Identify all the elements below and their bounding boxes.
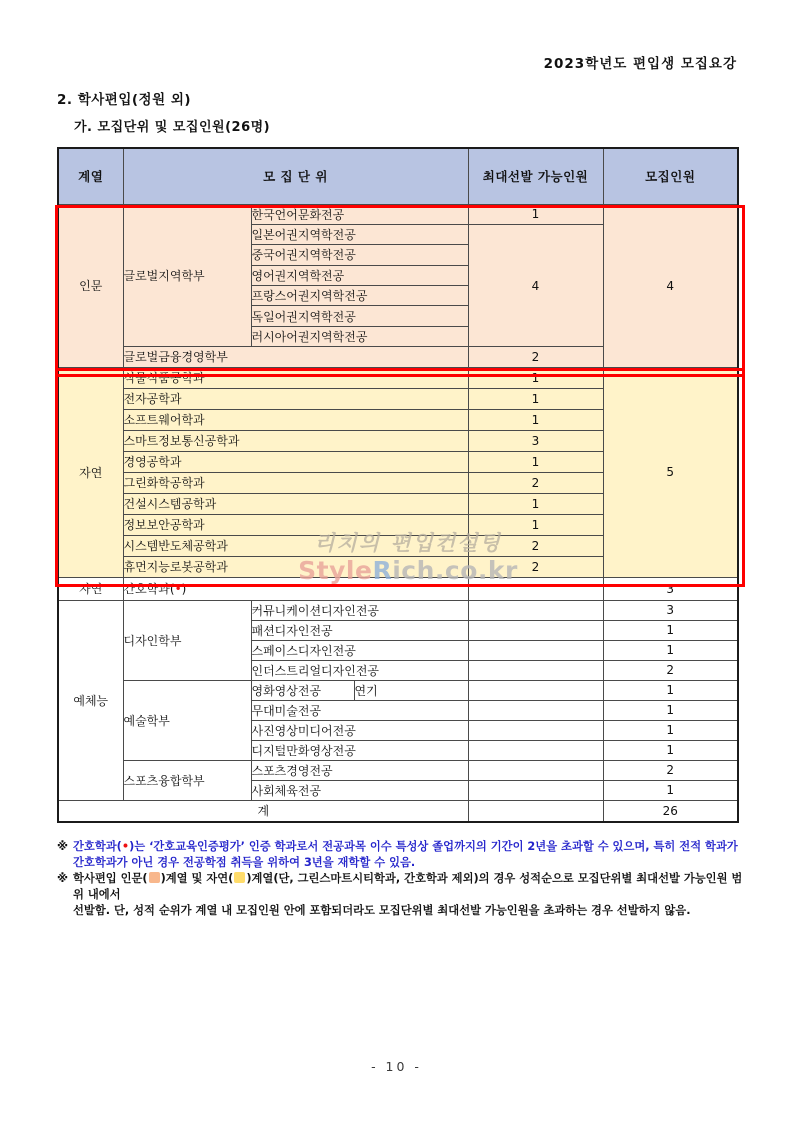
cell-total-quota: 26 [603,800,738,822]
watermark-text: 리치의 편입컨설팅 [314,531,502,555]
footnote-line: 선발함. 단, 성적 순위가 계열 내 모집인원 안에 포함되더라도 모집단위별 최대선발 가능인원을 초과하는 경우 선발하지 않음. [73,904,691,917]
table-row [58,577,738,600]
cell-major: 한국언어문화전공 [251,204,468,224]
watermark-brand-r: R [372,556,393,585]
cell-empty [468,600,603,620]
cell-max: 1 [468,493,603,514]
cell-dept: 휴먼지능로봇공학과 [123,556,468,577]
footnote-line: 간호학과가 아닌 경우 전공학점 취득을 위하여 3년을 재학할 수 있음. [73,856,416,869]
cell-major: 사회체육전공 [251,780,468,800]
cell-category-arts: 예체능 [58,600,123,800]
cell-quota: 1 [603,700,738,720]
admission-table [57,147,739,823]
footnote-selection-rule [57,871,749,919]
cell-major: 일본어권지역학전공 [251,224,468,244]
doc-header: 2023학년도 편입생 모집요강 [543,56,737,72]
header-max-select: 최대선발 가능인원 [468,148,603,204]
cell-quota: 1 [603,640,738,660]
cell-quota: 2 [603,760,738,780]
cell-max: 1 [468,367,603,388]
cell-max: 1 [468,409,603,430]
cell-track-acting: 연기 [354,680,468,700]
cell-dept: 건설시스템공학과 [123,493,468,514]
cell-max: 2 [468,347,603,367]
cell-dept-nursing [123,577,468,600]
cell-dept: 전자공학과 [123,388,468,409]
cell-dept: 정보보안공학과 [123,514,468,535]
cell-dept: 경영공학과 [123,451,468,472]
header-category: 계열 [58,148,123,204]
cell-dept: 스마트정보통신공학과 [123,430,468,451]
footnote-text: )는 ‘간호교육인증평가’ 인증 학과로서 전공과목 이수 특성상 졸업까지의 기간이 2년을 초과할 수 있으며, 특히 전적 학과가 [129,840,738,853]
page-number: - 10 - [371,1059,422,1074]
footnote-marker: ※ [57,872,68,885]
cell-quota: 1 [603,720,738,740]
cell-major-film: 영화영상전공 [251,680,354,700]
cell-empty [468,700,603,720]
cell-max: 1 [468,451,603,472]
cell-quota: 2 [603,660,738,680]
natural-color-square [234,872,245,883]
table-row [58,760,738,780]
cell-dept-art: 예술학부 [123,680,251,760]
cell-category-natural: 자연 [58,367,123,577]
header-quota: 모집인원 [603,148,738,204]
cell-empty [468,577,603,600]
cell-quota: 1 [603,620,738,640]
cell-max: 1 [468,204,603,224]
cell-quota-natural: 5 [603,367,738,577]
cell-max: 1 [468,514,603,535]
cell-dept-sports: 스포츠융합학부 [123,760,251,800]
cell-major: 프랑스어권지역학전공 [251,286,468,306]
cell-empty [468,660,603,680]
cell-dept-design: 디자인학부 [123,600,251,680]
cell-dept: 시스템반도체공학과 [123,535,468,556]
footnote-text: )계열 및 자연( [160,872,234,885]
cell-dept-global-region: 글로벌지역학부 [123,204,251,347]
cell-major: 패션디자인전공 [251,620,468,640]
cell-quota: 3 [603,600,738,620]
cell-major: 스포츠경영전공 [251,760,468,780]
cell-empty [468,640,603,660]
cell-total-label: 계 [58,800,468,822]
cell-major: 디지털만화영상전공 [251,740,468,760]
table-row [58,600,738,620]
watermark-brand-style: Style [298,556,373,585]
cell-category-nursing: 자연 [58,577,123,600]
table-header-row [58,148,738,204]
table-row [58,367,738,388]
cell-major: 독일어권지역학전공 [251,306,468,326]
cell-max: 2 [468,556,603,577]
cell-major: 중국어권지역학전공 [251,245,468,265]
cell-major: 무대미술전공 [251,700,468,720]
nursing-name-pre: 간호학과( [123,582,175,597]
cell-empty [468,720,603,740]
cell-dept: 그린화학공학과 [123,472,468,493]
watermark-brand-rest: ich.co.kr [392,556,518,585]
footnote-red-mark: • [121,840,130,853]
humanities-color-square [149,872,160,883]
cell-max: 1 [468,388,603,409]
footnote-line [73,871,749,903]
cell-empty [468,740,603,760]
cell-major: 인더스트리얼디자인전공 [251,660,468,680]
cell-quota-humanities: 4 [603,204,738,367]
footnotes [57,839,749,919]
subsection-title: 가. 모집단위 및 모집인원(26명) [74,120,271,135]
cell-dept: 식물식품공학과 [123,367,468,388]
footnote-text: )계열(단, 그린스마트시티학과, 간호학과 제외)의 경우 성적순으로 모집단위별 최대선발 가능인원 범위 내에서 [73,872,743,901]
cell-empty [468,620,603,640]
nursing-red-mark: • [174,582,182,597]
table-row [58,680,738,700]
cell-category-humanities: 인문 [58,204,123,367]
cell-major: 사진영상미디어전공 [251,720,468,740]
footnote-marker: ※ [57,840,68,853]
cell-major: 스페이스디자인전공 [251,640,468,660]
section-title: 2. 학사편입(정원 외) [57,92,192,108]
cell-major: 러시아어권지역학전공 [251,326,468,346]
cell-quota: 1 [603,680,738,700]
cell-quota: 3 [603,577,738,600]
cell-max: 2 [468,472,603,493]
cell-dept-global-finance: 글로벌금융경영학부 [123,347,468,367]
nursing-name-post: ) [181,582,187,597]
cell-empty [468,800,603,822]
footnote-text: 학사편입 인문( [73,872,148,885]
table-row [58,204,738,224]
footnote-nursing [57,839,749,871]
cell-empty [468,680,603,700]
cell-max: 3 [468,430,603,451]
cell-quota: 1 [603,740,738,760]
header-unit: 모 집 단 위 [123,148,468,204]
cell-dept: 소프트웨어학과 [123,409,468,430]
cell-major: 영어권지역학전공 [251,265,468,285]
cell-max-merged: 4 [468,224,603,346]
table-total-row [58,800,738,822]
cell-quota: 1 [603,780,738,800]
cell-max: 2 [468,535,603,556]
admission-table-wrap [57,147,737,823]
footnote-text: 간호학과( [73,840,122,853]
footnote-line [73,839,749,855]
cell-empty [468,780,603,800]
cell-empty [468,760,603,780]
cell-major: 커뮤니케이션디자인전공 [251,600,468,620]
